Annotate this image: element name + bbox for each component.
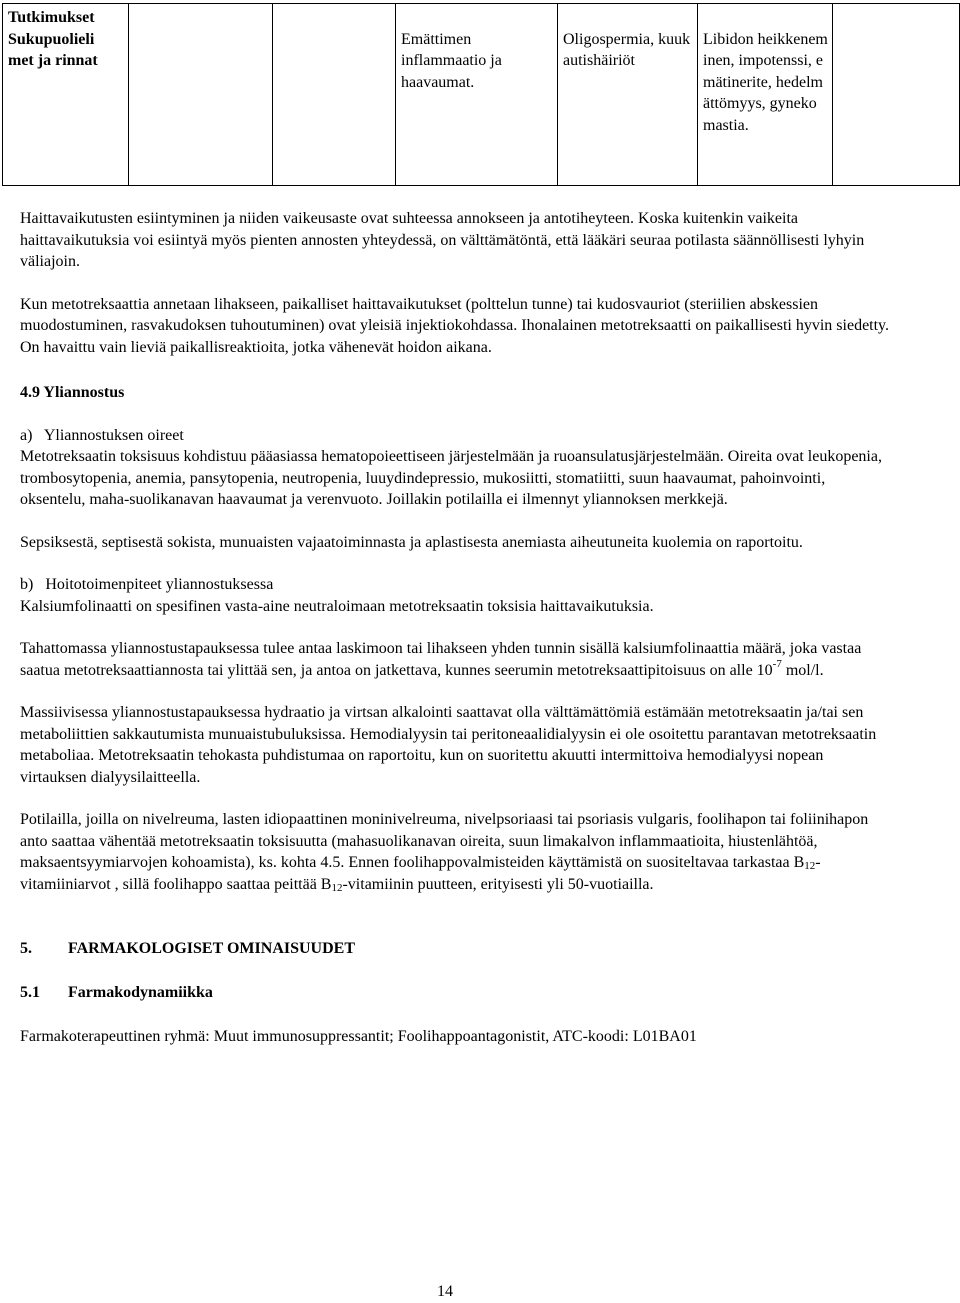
page-number: 14 <box>437 1283 453 1300</box>
text-run: -vitamiiniarvot , sillä foolihappo saattaa peittää B <box>20 854 821 893</box>
organ-class-line-2: met ja rinnat <box>8 52 98 69</box>
text-run: Tahattomassa yliannostustapauksessa tulee antaa laskimoon tai lihakseen yhden tunnin sisällä kalsiumfolinaattia määrä, joka vastaa saatua metotreksaattiannosta tai ylittää sen, ja antoa on jatkettava, kunnes seerumin metotreksaattipitoisuus on alle 10 <box>20 640 862 679</box>
table-cell <box>558 4 698 29</box>
document-body <box>20 208 890 1048</box>
subheading-treatment: b) Hoitotoimenpiteet yliannostuksessa <box>20 576 274 593</box>
table-cell-organ-class <box>3 29 129 186</box>
superscript-exponent: -7 <box>772 657 782 670</box>
paragraph-folic-acid <box>20 809 890 895</box>
section-heading-5-1 <box>20 982 890 1004</box>
table-cell: Emättimen inflammaatio ja haavaumat. <box>396 29 558 186</box>
table-cell: Oligospermia, kuukautishäiriöt <box>558 29 698 186</box>
organ-class-line-1: Sukupuolieli <box>8 30 95 48</box>
table-cell-tutkimukset: Tutkimukset <box>3 4 129 29</box>
paragraph-injection-site: Kun metotreksaattia annetaan lihakseen, paikalliset haittavaikutukset (polttelun tunne) tai kudosvauriot (steriilien abskessien muodostuminen, rasvakudoksen tuhoutuminen) ovat yleisiä injektiokohdassa. Ihonalainen metotreksaatti on paikallisesti hyvin siedetty. On havaittu vain lieviä paikallisreaktioita, jotka vähenevät hoidon aikana. <box>20 295 890 356</box>
table-cell <box>129 29 273 186</box>
table-cell <box>833 29 960 186</box>
subscript-12: 12 <box>331 881 343 894</box>
paragraph-sepsis: Sepsiksestä, septisestä sokista, munuaisten vajaatoiminnasta ja aplastisesta anemiasta aiheutuneita kuolemia on raportoitu. <box>20 533 803 551</box>
paragraph-massive-overdose: Massiivisessa yliannostustapauksessa hydraatio ja virtsan alkalointi saattavat olla välttämättömiä estämään metotreksaatin ja/tai sen metaboliittien sakkautumista munuaistubuluksissa. Hemodialyysin tai peritoneaalidialyysin ei ole osoitettu parantavan metotreksaatin metaboliaa. Metotreksaatin tehokasta puhdistumaa on raportoitu, kun on suoritettu akuutti intermittoiva hemodialyysi nopean virtauksen dialyysilaitteella. <box>20 704 877 786</box>
table-cell <box>273 29 396 186</box>
heading-number: 5. <box>20 940 32 957</box>
section-heading-5 <box>20 938 890 960</box>
table-row <box>3 4 960 29</box>
heading-text: Farmakodynamiikka <box>68 983 213 1001</box>
section-heading-4-9: 4.9 Yliannostus <box>20 384 125 401</box>
paragraph-pharmacotherapeutic-group: Farmakoterapeuttinen ryhmä: Muut immunosuppressantit; Foolihappoantagonistit, ATC-koodi: L01BA01 <box>20 1028 697 1045</box>
paragraph-accidental-overdose <box>20 638 890 681</box>
table-cell <box>698 4 833 29</box>
heading-number: 5.1 <box>20 983 40 1001</box>
table-cell: Libidon heikkeneminen, impotenssi, emätinerite, hedelmättömyys, gynekomastia. <box>698 29 833 186</box>
text-run: -vitamiinin puutteen, erityisesti yli 50-vuotiailla. <box>342 875 654 893</box>
text-run: mol/l. <box>781 661 824 679</box>
subscript-12: 12 <box>804 860 816 872</box>
table-row <box>3 29 960 186</box>
adverse-effects-table <box>2 3 960 186</box>
table-cell <box>833 4 960 29</box>
table-cell <box>396 4 558 29</box>
text-run: Potilailla, joilla on nivelreuma, lasten idiopaattinen moninivelreuma, nivelpsoriaasi tai psoriasis vulgaris, foolihapon tai foliinihapon anto saattaa vähentää metotreksaatin toksisuutta (mahasuolikanavan oireita, suun limakalvon inflammaatioita, hiustenlähtöä, maksaentsyymiarvojen kohoamista), ks. kohta 4.5. Ennen foolihappovalmisteiden käyttämistä on suositeltavaa tarkastaa B <box>20 811 869 871</box>
paragraph-frequency: Haittavaikutusten esiintyminen ja niiden vaikeusaste ovat suhteessa annokseen ja antotiheyteen. Koska kuitenkin vaikeita haittavaikutuksia voi esiintyä myös pienten annosten yhteydessä, on välttämätöntä, että lääkäri seuraa potilasta säännöllisesti lyhyin väliajoin. <box>20 210 865 270</box>
paragraph-symptoms: Metotreksaatin toksisuus kohdistuu pääasiassa hematopoieettiseen järjestelmään ja ruoansulatusjärjestelmään. Oireita ovat leukopenia, trombosytopenia, anemia, pansytopenia, neutropenia, luuydindepressio, mukosiitti, stomatiitti, suun haavaumat, pahoinvointi, oksentelu, maha-suolikanavan haavaumat ja verenvuoto. Joillakin potilailla ei ilmennyt yliannoksen merkkejä. <box>20 448 882 508</box>
heading-text: FARMAKOLOGISET OMINAISUUDET <box>68 940 355 957</box>
subheading-symptoms: a) Yliannostuksen oireet <box>20 426 184 444</box>
paragraph-antidote: Kalsiumfolinaatti on spesifinen vasta-aine neutraloimaan metotreksaatin toksisia haittavaikutuksia. <box>20 597 654 615</box>
table-cell <box>129 4 273 29</box>
table-cell <box>273 4 396 29</box>
